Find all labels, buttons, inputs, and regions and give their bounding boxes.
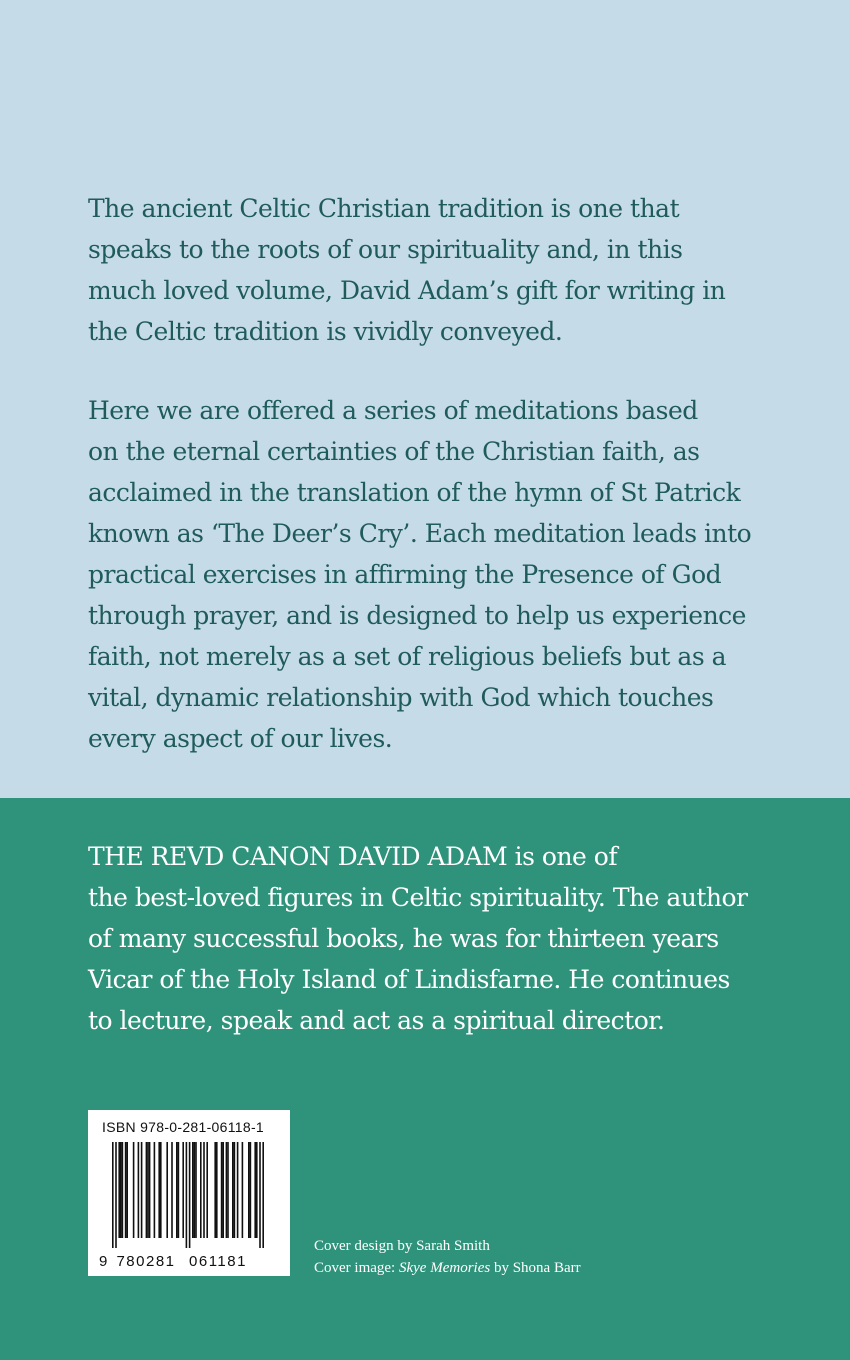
author-bio-line: to lecture, speak and act as a spiritual director. xyxy=(88,1006,665,1035)
barcode-bar xyxy=(166,1142,168,1238)
barcode-bar xyxy=(149,1142,151,1238)
author-bio-line: of many successful books, he was for thirteen years xyxy=(88,924,719,953)
barcode-bar xyxy=(182,1142,184,1238)
barcode-bar xyxy=(189,1142,191,1248)
barcode-bar xyxy=(160,1142,162,1238)
barcode-bar xyxy=(203,1142,205,1238)
blurb-line: known as ‘The Deer’s Cry’. Each meditation leads into xyxy=(88,519,752,548)
barcode-bar xyxy=(178,1142,180,1238)
blurb-paragraph-1 xyxy=(88,188,768,352)
barcode-bar xyxy=(141,1142,143,1238)
barcode-bar xyxy=(154,1142,156,1238)
barcode-graphic xyxy=(88,1140,290,1276)
blurb-line: on the eternal certainties of the Christian faith, as xyxy=(88,437,700,466)
cover-image-title: Skye Memories xyxy=(398,1260,491,1276)
cover-credits xyxy=(314,1235,581,1279)
author-bio-line: THE REVD CANON DAVID ADAM is one of xyxy=(88,842,618,871)
barcode-bar xyxy=(138,1142,140,1238)
barcode-bar xyxy=(115,1142,117,1248)
cover-image-suffix: by Shona Barr xyxy=(490,1260,581,1276)
blurb-line: through prayer, and is designed to help us experience xyxy=(88,601,746,630)
barcode-bar xyxy=(206,1142,208,1238)
barcode-bar xyxy=(214,1142,216,1238)
barcode-bar xyxy=(254,1142,256,1238)
barcode-bar xyxy=(133,1142,135,1238)
barcode-bar xyxy=(186,1142,188,1248)
barcode-bar xyxy=(192,1142,194,1238)
barcode-bar xyxy=(248,1142,250,1238)
blurb-line: faith, not merely as a set of religious beliefs but as a xyxy=(88,642,727,671)
barcode-bar xyxy=(227,1142,229,1238)
barcode-bar xyxy=(237,1142,239,1238)
blurb-line: vital, dynamic relationship with God which touches xyxy=(88,683,714,712)
isbn-label: ISBN 978-0-281-06118-1 xyxy=(102,1119,264,1135)
barcode-bar xyxy=(146,1142,148,1238)
author-bio-line: the best-loved figures in Celtic spirituality. The author xyxy=(88,883,748,912)
blurb-line: Here we are offered a series of meditations based xyxy=(88,396,698,425)
blurb-line: speaks to the roots of our spirituality and, in this xyxy=(88,235,683,264)
barcode-bar xyxy=(195,1142,197,1238)
blurb-line: the Celtic tradition is vividly conveyed. xyxy=(88,317,563,346)
blurb-line: much loved volume, David Adam’s gift for writing in xyxy=(88,276,726,305)
barcode-bar xyxy=(262,1142,264,1248)
blurb-line: acclaimed in the translation of the hymn of St Patrick xyxy=(88,478,741,507)
isbn-barcode xyxy=(88,1110,290,1276)
barcode-bar xyxy=(171,1142,173,1238)
barcode-bar xyxy=(242,1142,244,1238)
barcode-bars xyxy=(112,1142,264,1248)
barcode-bar xyxy=(126,1142,128,1238)
barcode-bar xyxy=(221,1142,223,1238)
barcode-bar xyxy=(118,1142,120,1238)
barcode-digits-right: 061181 xyxy=(189,1253,247,1270)
barcode-bar xyxy=(256,1142,258,1238)
cover-image-credit xyxy=(314,1257,581,1279)
barcode-bar xyxy=(250,1142,252,1238)
barcode-bar xyxy=(120,1142,122,1238)
cover-image-prefix: Cover image: xyxy=(314,1260,399,1276)
blurb-line: practical exercises in affirming the Presence of God xyxy=(88,560,722,589)
cover-design-credit: Cover design by Sarah Smith xyxy=(314,1238,490,1254)
barcode-bar xyxy=(158,1142,160,1238)
blurb-line: every aspect of our lives. xyxy=(88,724,393,753)
author-bio xyxy=(88,836,788,1041)
author-bio-line: Vicar of the Holy Island of Lindisfarne. He continues xyxy=(88,965,730,994)
barcode-bar xyxy=(122,1142,124,1238)
barcode-bar xyxy=(125,1142,127,1238)
barcode-bar xyxy=(259,1142,261,1248)
barcode-bar xyxy=(234,1142,236,1238)
barcode-bar xyxy=(194,1142,196,1238)
barcode-bar xyxy=(176,1142,178,1238)
barcode-bar xyxy=(216,1142,218,1238)
blurb-line: The ancient Celtic Christian tradition is one that xyxy=(88,194,680,223)
barcode-bar xyxy=(232,1142,234,1238)
barcode-digits-left: 780281 xyxy=(116,1253,176,1270)
barcode-bar xyxy=(226,1142,228,1238)
barcode-bar xyxy=(147,1142,149,1238)
blurb-paragraph-2 xyxy=(88,390,768,759)
barcode-bar xyxy=(222,1142,224,1238)
barcode-bar xyxy=(200,1142,202,1238)
barcode-bar xyxy=(112,1142,114,1248)
barcode-digit-first: 9 xyxy=(99,1253,108,1270)
